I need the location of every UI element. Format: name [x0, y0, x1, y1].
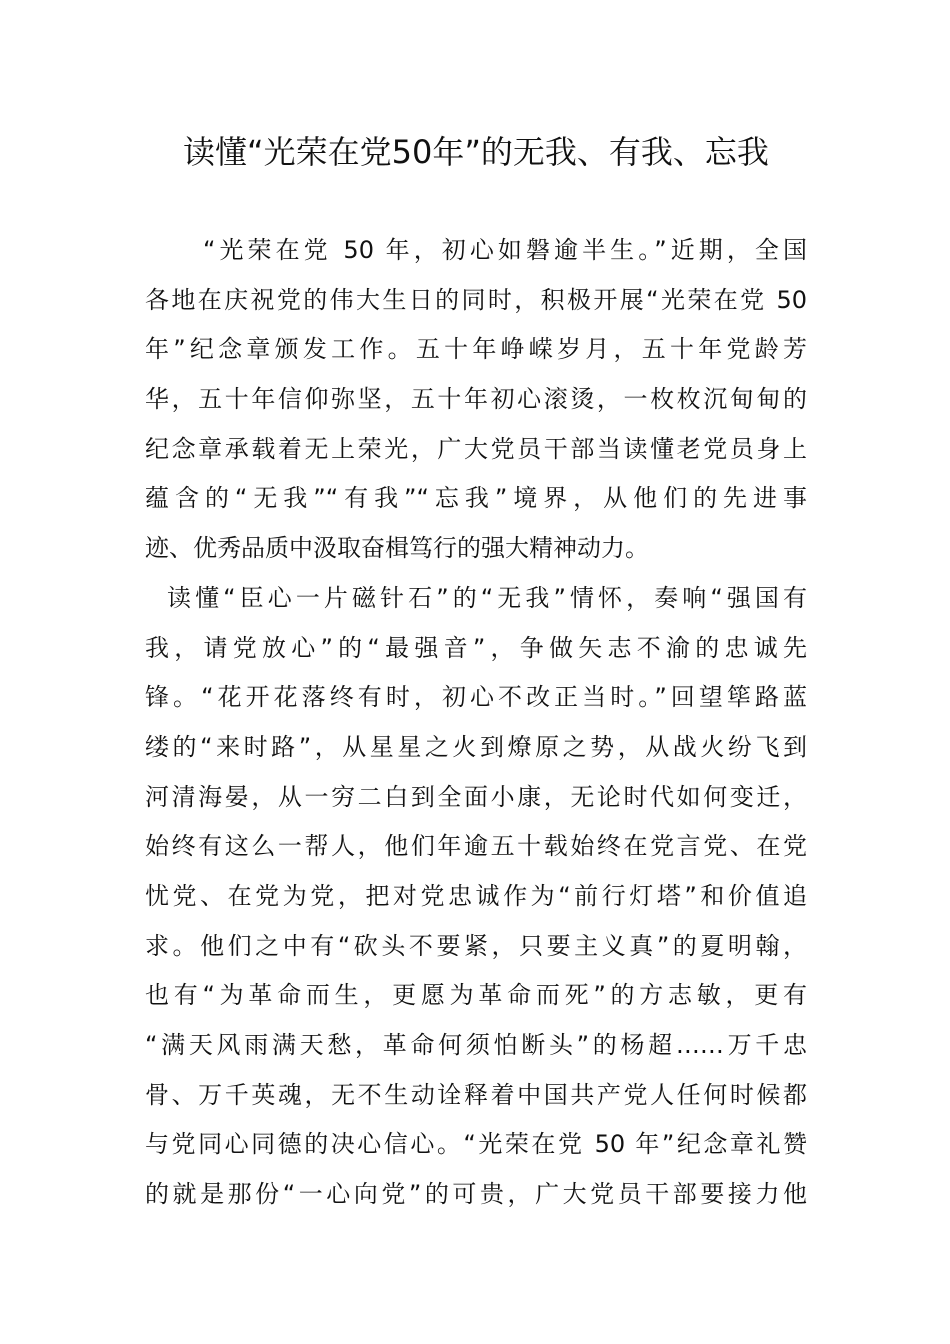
- paragraph-line: 骨、万千英魂，无不生动诠释着中国共产党人任何时候都: [145, 1080, 807, 1109]
- paragraph-line: 我，请党放心”的“最强音”，争做矢志不渝的忠诚先: [145, 633, 807, 662]
- paragraph-line: 蕴含的“无我”“有我”“忘我”境界，从他们的先进事: [145, 484, 807, 513]
- paragraph-line: 华，五十年信仰弥坚，五十年初心滚烫，一枚枚沉甸甸的: [145, 385, 807, 414]
- document-title: 读懂“光荣在党50年”的无我、有我、忘我: [183, 133, 769, 171]
- paragraph-line: 河清海晏，从一穷二白到全面小康，无论时代如何变迁，: [145, 782, 807, 811]
- paragraph-line: 忧党、在党为党，把对党忠诚作为“前行灯塔”和价值追: [145, 881, 807, 910]
- paragraph-line: 读懂“臣心一片磁针石”的“无我”情怀，奏响“强国有: [167, 583, 807, 612]
- paragraph-line: 迹、优秀品质中汲取奋楫笃行的强大精神动力。: [145, 534, 649, 563]
- paragraph-line: “满天风雨满天愁，革命何须怕断头”的杨超……万千忠: [145, 1031, 807, 1059]
- paragraph-line: 年”纪念章颁发工作。五十年峥嵘岁月，五十年党龄芳: [145, 335, 807, 364]
- paragraph-line: “光荣在党 50 年，初心如磐逾半生。”近期，全国: [203, 236, 807, 264]
- paragraph-line: 始终有这么一帮人，他们年逾五十载始终在党言党、在党: [145, 832, 807, 861]
- paragraph-line: 纪念章承载着无上荣光，广大党员干部当读懂老党员身上: [145, 434, 807, 463]
- paragraph-line: 与党同心同德的决心信心。“光荣在党 50 年”纪念章礼赞: [145, 1130, 807, 1159]
- document-body: [145, 226, 807, 1220]
- paragraph-line: 也有“为革命而生，更愿为革命而死”的方志敏，更有: [145, 981, 807, 1010]
- paragraph-line: 锋。“花开花落终有时，初心不改正当时。”回望筚路蓝: [145, 683, 807, 712]
- paragraph-line: 缕的“来时路”，从星星之火到燎原之势，从战火纷飞到: [145, 732, 807, 761]
- paragraph-line: 各地在庆祝党的伟大生日的同时，积极开展“光荣在党 50: [145, 285, 807, 314]
- paragraph-line: 的就是那份“一心向党”的可贵，广大党员干部要接力他: [145, 1180, 807, 1209]
- paragraph-line: 求。他们之中有“砍头不要紧，只要主义真”的夏明翰，: [145, 931, 807, 960]
